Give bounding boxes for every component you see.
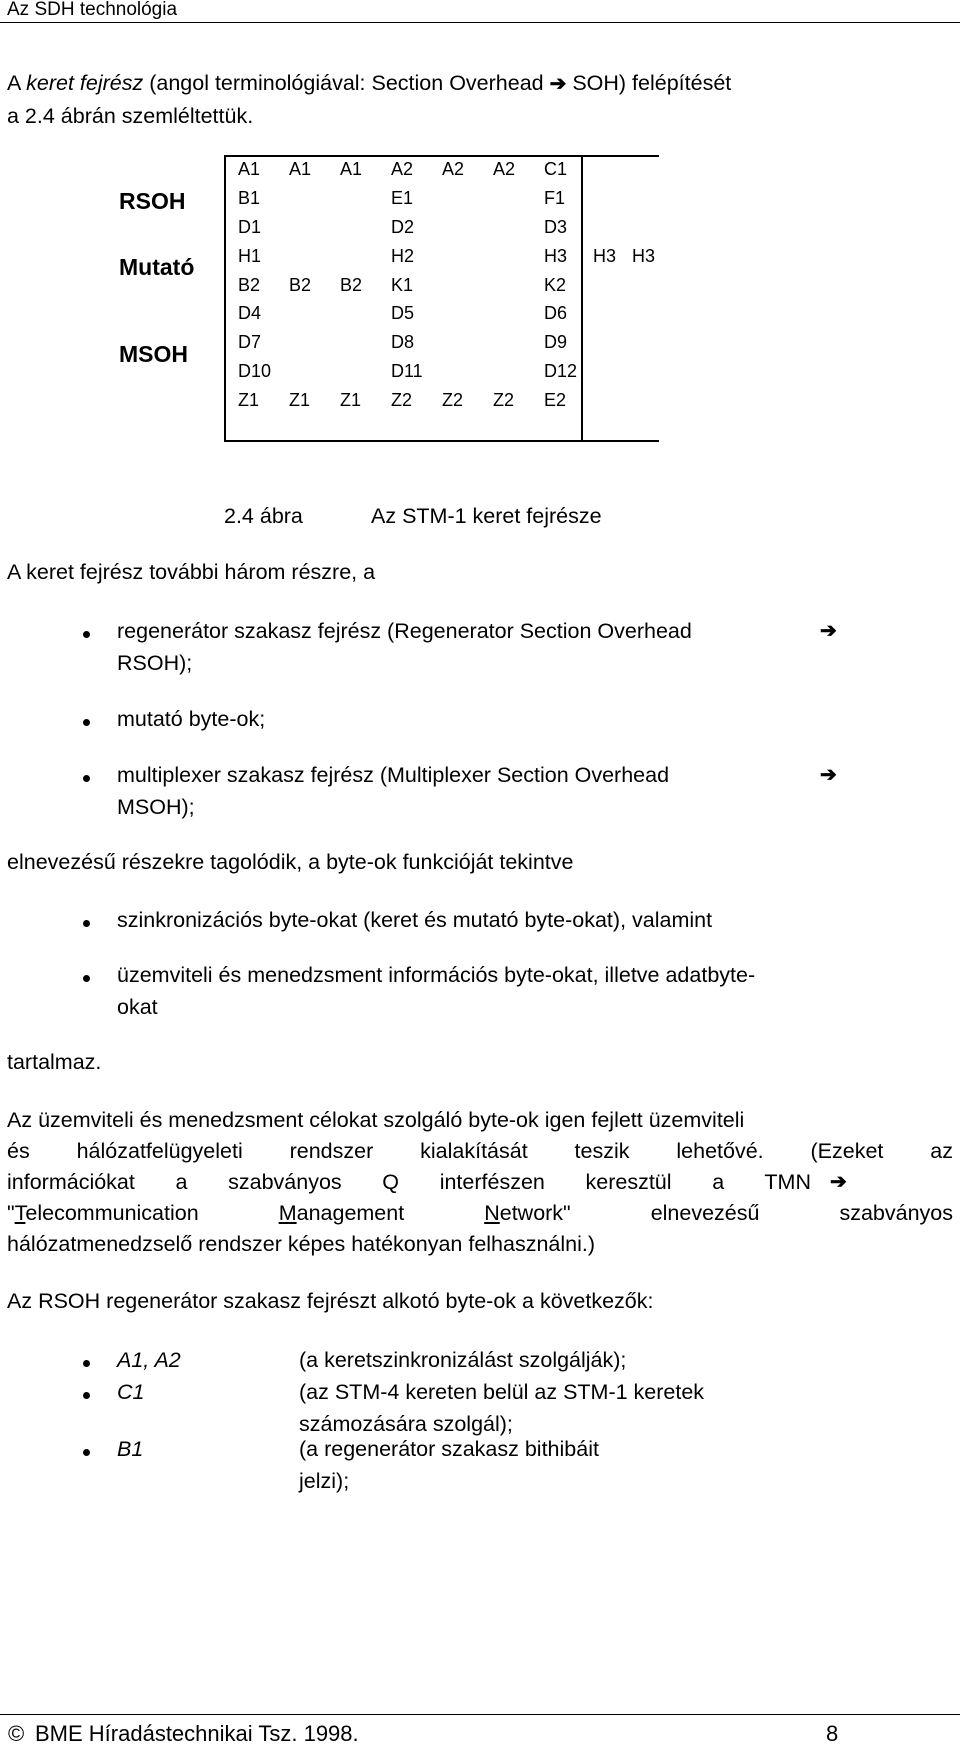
soh-cell: A2 <box>442 158 465 179</box>
soh-cell: K2 <box>544 274 567 295</box>
soh-cell <box>326 184 377 213</box>
bullet-icon <box>83 775 90 782</box>
list1-item1-line2: RSOH); <box>117 651 193 675</box>
soh-cell <box>620 184 659 213</box>
soh-cell <box>581 299 620 328</box>
soh-cell <box>620 213 659 242</box>
byte-name: B1 <box>117 1437 144 1461</box>
byte-desc: számozására szolgál); <box>299 1412 513 1436</box>
label-mutato: Mutató <box>119 254 195 280</box>
soh-cell: D8 <box>391 332 415 353</box>
soh-cell <box>428 213 479 242</box>
soh-cell <box>620 155 659 184</box>
list2-item2-line1: üzemviteli és menedzsment információs byte-okat, illetve adatbyte- <box>117 963 756 987</box>
bullet-icon <box>83 719 90 726</box>
list1-item3-line1: multiplexer szakasz fejrész (Multiplexer Section Overhead <box>117 763 670 787</box>
soh-cell: B1 <box>238 187 261 208</box>
paragraph-4-line3: információkat a szabványos Q interfészen keresztül a TMN <box>7 1170 811 1194</box>
soh-cell: D11 <box>391 361 423 382</box>
soh-frame-bottom-right <box>581 440 659 442</box>
soh-cell <box>428 299 479 328</box>
soh-cell: C1 <box>544 158 568 179</box>
soh-cell <box>428 271 479 300</box>
page-number: 8 <box>826 1721 839 1746</box>
paragraph-4-line5: hálózatmenedzselő rendszer képes hatékonyan felhasználni.) <box>7 1232 596 1256</box>
paragraph-5: Az RSOH regenerátor szakasz fejrészt alkotó byte-ok a következők: <box>7 1289 654 1313</box>
list2-item2-line2: okat <box>117 995 158 1019</box>
soh-cell <box>428 328 479 357</box>
label-rsoh: RSOH <box>119 188 186 214</box>
soh-cell <box>581 328 620 357</box>
soh-cell: H3 <box>544 245 568 266</box>
arrow-icon: ➔ <box>830 1171 847 1193</box>
soh-cell <box>620 271 659 300</box>
byte-desc: (a regenerátor szakasz bithibáit <box>299 1437 599 1461</box>
italic-term: keret fejrész <box>26 71 144 95</box>
arrow-icon: ➔ <box>820 764 837 786</box>
soh-cell <box>428 184 479 213</box>
soh-cell <box>275 184 326 213</box>
soh-row <box>224 184 659 213</box>
soh-cell: D7 <box>238 332 262 353</box>
figure-caption-number: 2.4 ábra <box>224 504 303 528</box>
soh-cell <box>581 357 620 386</box>
header-rule <box>0 22 960 23</box>
soh-cell <box>581 213 620 242</box>
soh-cell <box>479 299 530 328</box>
soh-cell: A1 <box>340 158 363 179</box>
soh-cell: D4 <box>238 303 262 324</box>
running-header: Az SDH technológia <box>7 0 178 20</box>
soh-cell <box>581 386 620 415</box>
soh-cell: D3 <box>544 216 568 237</box>
soh-cell: D12 <box>544 361 578 382</box>
soh-cell <box>326 213 377 242</box>
bullet-icon <box>83 975 90 982</box>
bullet-icon <box>83 1449 90 1456</box>
soh-cell: E2 <box>544 390 567 411</box>
list1-item1-line1: regenerátor szakasz fejrész (Regenerator Section Overhead <box>117 619 692 643</box>
soh-cell <box>479 242 530 271</box>
soh-cell: Z2 <box>442 390 464 411</box>
paragraph-3: tartalmaz. <box>7 1050 102 1074</box>
soh-row <box>224 271 659 300</box>
soh-row <box>224 299 659 328</box>
soh-cell <box>581 155 620 184</box>
soh-cell: H2 <box>391 245 415 266</box>
soh-cell <box>620 386 659 415</box>
soh-cell <box>479 328 530 357</box>
paragraph-1: A keret fejrész további három részre, a <box>7 560 376 584</box>
soh-cell <box>326 328 377 357</box>
soh-cell: K1 <box>391 274 414 295</box>
intro-paragraph: A keret fejrész (angol terminológiával: Section Overhead ➔ SOH) felépítését a 2.4 ábrán szemléltettük. <box>7 71 732 128</box>
paragraph-4-line1: Az üzemviteli és menedzsment célokat szolgáló byte-ok igen fejlett üzemviteli <box>7 1108 745 1132</box>
soh-cell: A2 <box>391 158 414 179</box>
soh-frame-top-right <box>581 155 659 157</box>
soh-cell: F1 <box>544 187 566 208</box>
footer-rule <box>0 1714 960 1715</box>
soh-cell: D1 <box>238 216 262 237</box>
soh-cell: H3 <box>593 245 617 266</box>
label-msoh: MSOH <box>119 341 188 367</box>
soh-frame-divider <box>581 155 583 442</box>
soh-cell <box>581 271 620 300</box>
soh-cell: D10 <box>238 361 272 382</box>
bullet-icon <box>83 920 90 927</box>
soh-row <box>224 242 659 271</box>
byte-desc: (a keretszinkronizálást szolgálják); <box>299 1348 627 1372</box>
soh-cell <box>326 299 377 328</box>
soh-cell <box>275 213 326 242</box>
byte-desc: jelzi); <box>299 1469 350 1493</box>
soh-cell: Z1 <box>238 390 260 411</box>
bullet-icon <box>83 1360 90 1367</box>
soh-cell: E1 <box>391 187 414 208</box>
soh-cell <box>620 357 659 386</box>
soh-cell <box>581 184 620 213</box>
list2-item1: szinkronizációs byte-okat (keret és mutató byte-okat), valamint <box>117 908 713 932</box>
arrow-icon: ➔ <box>549 73 567 95</box>
soh-cell: B2 <box>238 274 261 295</box>
soh-cell <box>479 271 530 300</box>
soh-cell <box>620 328 659 357</box>
soh-row <box>224 155 659 184</box>
footer-org: BME Híradástechnikai Tsz. 1998. <box>35 1721 359 1746</box>
byte-name: A1, A2 <box>117 1348 181 1372</box>
soh-cell <box>326 242 377 271</box>
bullet-icon <box>83 1392 90 1399</box>
soh-cell <box>479 357 530 386</box>
paragraph-2: elnevezésű részekre tagolódik, a byte-ok funkcióját tekintve <box>7 850 574 874</box>
soh-cell: A1 <box>238 158 261 179</box>
soh-cell: D6 <box>544 303 568 324</box>
list1-item3-line2: MSOH); <box>117 795 195 819</box>
soh-cell: A2 <box>493 158 516 179</box>
arrow-icon: ➔ <box>820 620 837 642</box>
soh-cell: Z1 <box>289 390 311 411</box>
paragraph-4-line2: és hálózatfelügyeleti rendszer kialakítását teszik lehetővé. (Ezeket az <box>7 1139 953 1163</box>
soh-cell: D5 <box>391 303 415 324</box>
soh-cell: A1 <box>289 158 312 179</box>
byte-desc: (az STM-4 kereten belül az STM-1 keretek <box>299 1380 705 1404</box>
soh-cell <box>428 242 479 271</box>
soh-cell <box>275 357 326 386</box>
bullet-icon <box>83 631 90 638</box>
soh-row <box>224 213 659 242</box>
soh-cell <box>275 328 326 357</box>
soh-cell <box>428 357 479 386</box>
soh-cell <box>620 299 659 328</box>
soh-row <box>224 357 659 386</box>
soh-frame-table <box>224 155 659 415</box>
soh-cell: B2 <box>340 274 363 295</box>
soh-cell: D2 <box>391 216 415 237</box>
soh-cell: H1 <box>238 245 262 266</box>
figure-caption-text: Az STM-1 keret fejrésze <box>371 504 602 528</box>
soh-cell <box>275 299 326 328</box>
soh-cell: D9 <box>544 332 568 353</box>
soh-cell <box>479 184 530 213</box>
soh-cell: B2 <box>289 274 312 295</box>
copyright-icon: © <box>8 1721 25 1746</box>
list1-item2: mutató byte-ok; <box>117 707 266 731</box>
soh-cell: Z1 <box>340 390 362 411</box>
byte-name: C1 <box>117 1380 145 1404</box>
soh-cell <box>326 357 377 386</box>
paragraph-4-line4: "Telecommunication Management Network" elnevezésű szabványos <box>7 1201 953 1225</box>
soh-cell <box>479 213 530 242</box>
soh-row <box>224 386 659 415</box>
soh-cell <box>275 242 326 271</box>
soh-cell: Z2 <box>391 390 413 411</box>
soh-cell: Z2 <box>493 390 515 411</box>
soh-cell: H3 <box>632 245 656 266</box>
soh-row <box>224 328 659 357</box>
